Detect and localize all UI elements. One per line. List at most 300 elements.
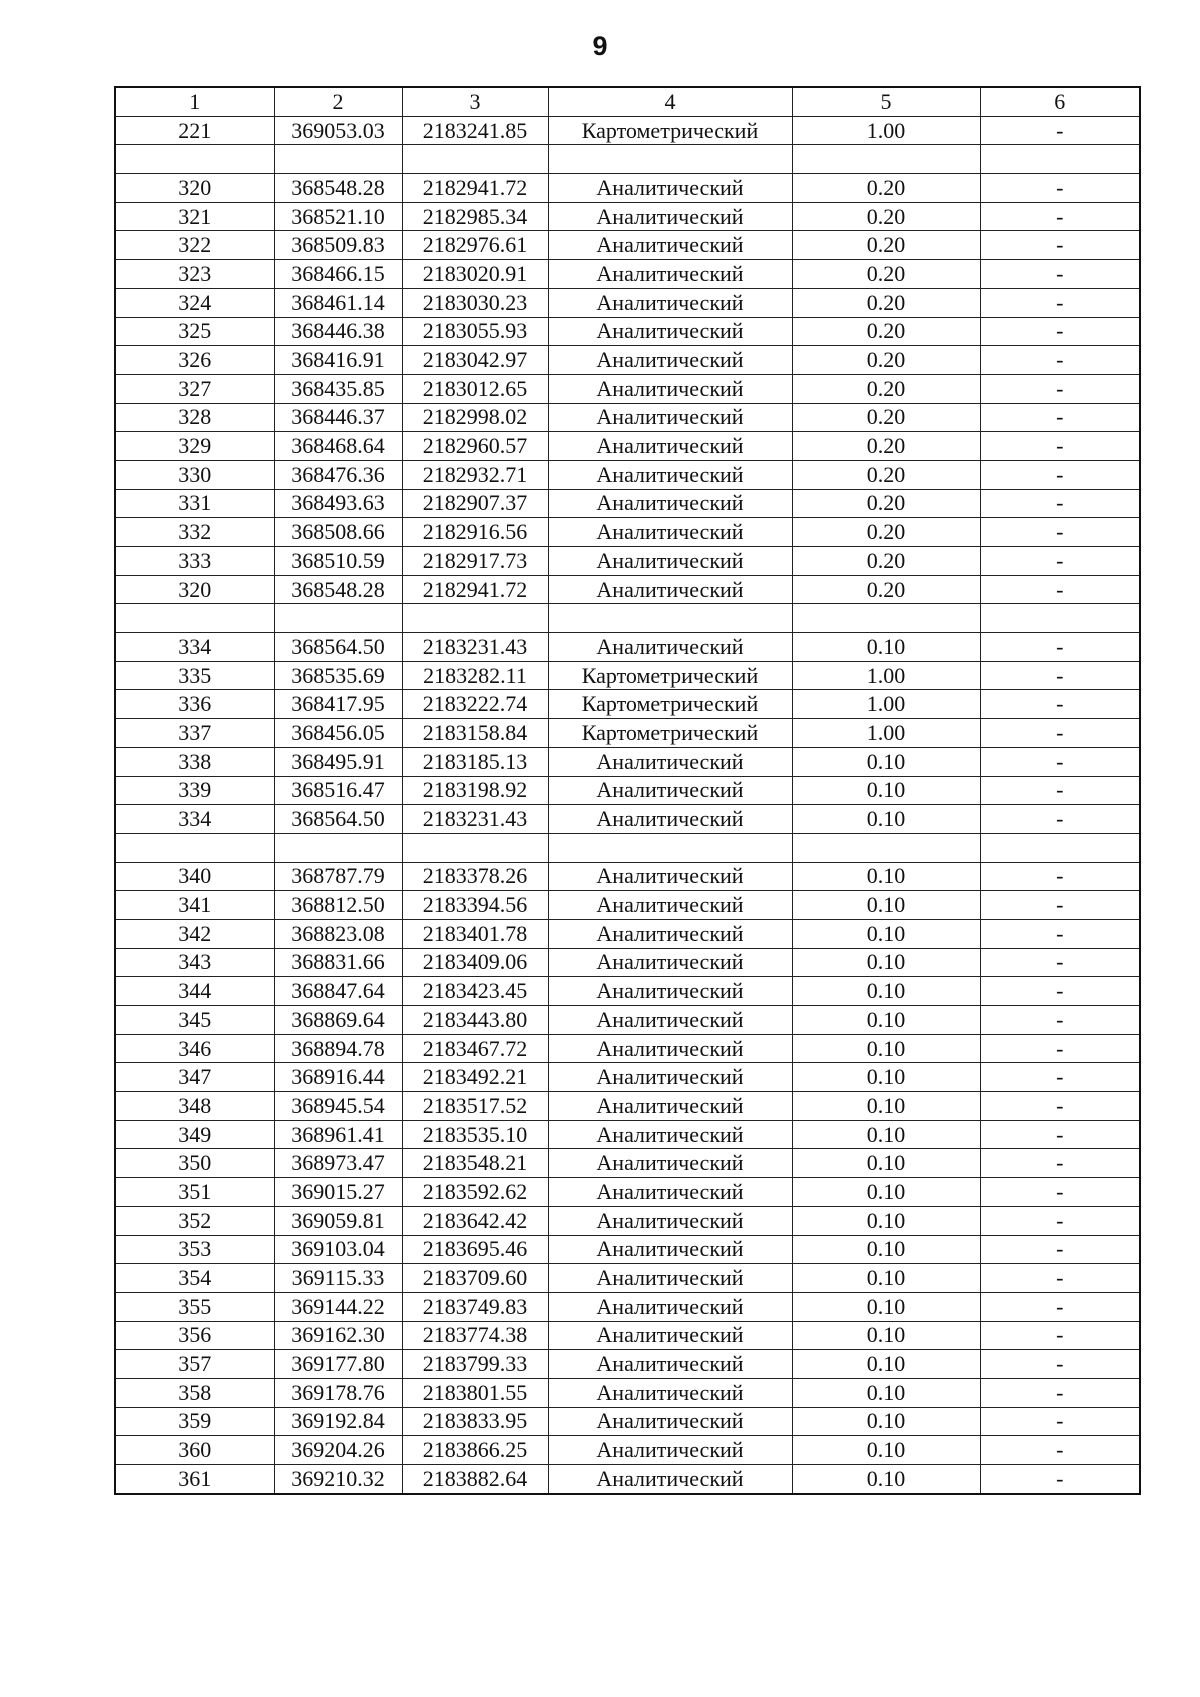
method-cell: Аналитический bbox=[548, 1407, 792, 1436]
table-row bbox=[115, 1006, 1140, 1035]
y-coordinate-cell: 2182998.02 bbox=[402, 403, 548, 432]
point-number-cell: 350 bbox=[115, 1149, 274, 1178]
accuracy-cell: 0.10 bbox=[792, 1092, 980, 1121]
note-cell: - bbox=[980, 116, 1140, 145]
x-coordinate-cell: 368466.15 bbox=[274, 260, 402, 289]
y-coordinate-cell: 2183882.64 bbox=[402, 1465, 548, 1494]
x-coordinate-cell: 369210.32 bbox=[274, 1465, 402, 1494]
accuracy-cell: 0.20 bbox=[792, 460, 980, 489]
note-cell: - bbox=[980, 1063, 1140, 1092]
method-cell: Аналитический bbox=[548, 1235, 792, 1264]
point-number-cell: 335 bbox=[115, 661, 274, 690]
x-coordinate-cell: 368446.37 bbox=[274, 403, 402, 432]
accuracy-cell: 0.20 bbox=[792, 346, 980, 375]
point-number-cell: 354 bbox=[115, 1264, 274, 1293]
point-number-cell: 328 bbox=[115, 403, 274, 432]
note-cell: - bbox=[980, 346, 1140, 375]
page-number: 9 bbox=[592, 31, 608, 61]
point-number-cell: 359 bbox=[115, 1407, 274, 1436]
x-coordinate-cell: 368548.28 bbox=[274, 575, 402, 604]
x-coordinate-cell: 368564.50 bbox=[274, 633, 402, 662]
y-coordinate-cell: 2182976.61 bbox=[402, 231, 548, 260]
x-coordinate-cell: 368869.64 bbox=[274, 1006, 402, 1035]
table-row bbox=[115, 489, 1140, 518]
note-cell: - bbox=[980, 1235, 1140, 1264]
point-number-cell: 356 bbox=[115, 1321, 274, 1350]
point-number-cell: 322 bbox=[115, 231, 274, 260]
point-number-cell: 357 bbox=[115, 1350, 274, 1379]
method-cell: Аналитический bbox=[548, 776, 792, 805]
y-coordinate-cell: 2183198.92 bbox=[402, 776, 548, 805]
accuracy-cell: 0.10 bbox=[792, 1006, 980, 1035]
accuracy-cell: 0.10 bbox=[792, 948, 980, 977]
accuracy-cell bbox=[792, 833, 980, 862]
x-coordinate-cell: 368812.50 bbox=[274, 891, 402, 920]
y-coordinate-cell: 2183241.85 bbox=[402, 116, 548, 145]
coordinates-table bbox=[114, 86, 1141, 1495]
point-number-cell bbox=[115, 833, 274, 862]
table-row bbox=[115, 919, 1140, 948]
method-cell: Аналитический bbox=[548, 1292, 792, 1321]
y-coordinate-cell: 2183642.42 bbox=[402, 1206, 548, 1235]
x-coordinate-cell: 368509.83 bbox=[274, 231, 402, 260]
note-cell: - bbox=[980, 432, 1140, 461]
y-coordinate-cell: 2183866.25 bbox=[402, 1436, 548, 1465]
header-cell-2: 2 bbox=[274, 87, 402, 116]
note-cell: - bbox=[980, 1178, 1140, 1207]
note-cell: - bbox=[980, 805, 1140, 834]
accuracy-cell: 1.00 bbox=[792, 719, 980, 748]
accuracy-cell: 0.20 bbox=[792, 202, 980, 231]
y-coordinate-cell: 2183774.38 bbox=[402, 1321, 548, 1350]
point-number-cell: 326 bbox=[115, 346, 274, 375]
note-cell: - bbox=[980, 1378, 1140, 1407]
note-cell bbox=[980, 833, 1140, 862]
y-coordinate-cell: 2182985.34 bbox=[402, 202, 548, 231]
note-cell bbox=[980, 145, 1140, 174]
accuracy-cell: 0.20 bbox=[792, 489, 980, 518]
accuracy-cell: 0.10 bbox=[792, 776, 980, 805]
header-cell-1: 1 bbox=[115, 87, 274, 116]
point-number-cell: 355 bbox=[115, 1292, 274, 1321]
point-number-cell: 324 bbox=[115, 288, 274, 317]
table-row bbox=[115, 288, 1140, 317]
x-coordinate-cell: 369177.80 bbox=[274, 1350, 402, 1379]
y-coordinate-cell: 2183158.84 bbox=[402, 719, 548, 748]
note-cell bbox=[980, 604, 1140, 633]
method-cell: Аналитический bbox=[548, 1092, 792, 1121]
accuracy-cell: 0.20 bbox=[792, 403, 980, 432]
point-number-cell: 332 bbox=[115, 518, 274, 547]
note-cell: - bbox=[980, 1149, 1140, 1178]
point-number-cell: 339 bbox=[115, 776, 274, 805]
y-coordinate-cell: 2183401.78 bbox=[402, 919, 548, 948]
table-row bbox=[115, 145, 1140, 174]
accuracy-cell: 0.10 bbox=[792, 1206, 980, 1235]
table-body bbox=[115, 116, 1140, 1494]
y-coordinate-cell: 2182917.73 bbox=[402, 547, 548, 576]
note-cell: - bbox=[980, 747, 1140, 776]
y-coordinate-cell: 2182941.72 bbox=[402, 174, 548, 203]
accuracy-cell: 0.10 bbox=[792, 747, 980, 776]
point-number-cell: 334 bbox=[115, 633, 274, 662]
note-cell: - bbox=[980, 1465, 1140, 1494]
method-cell: Аналитический bbox=[548, 1321, 792, 1350]
point-number-cell: 334 bbox=[115, 805, 274, 834]
header-cell-5: 5 bbox=[792, 87, 980, 116]
method-cell: Аналитический bbox=[548, 977, 792, 1006]
note-cell: - bbox=[980, 575, 1140, 604]
point-number-cell: 343 bbox=[115, 948, 274, 977]
y-coordinate-cell: 2182941.72 bbox=[402, 575, 548, 604]
x-coordinate-cell: 369015.27 bbox=[274, 1178, 402, 1207]
table-row bbox=[115, 833, 1140, 862]
note-cell: - bbox=[980, 661, 1140, 690]
point-number-cell: 360 bbox=[115, 1436, 274, 1465]
table-row bbox=[115, 174, 1140, 203]
accuracy-cell: 0.20 bbox=[792, 260, 980, 289]
x-coordinate-cell: 369059.81 bbox=[274, 1206, 402, 1235]
method-cell: Аналитический bbox=[548, 862, 792, 891]
point-number-cell: 340 bbox=[115, 862, 274, 891]
note-cell: - bbox=[980, 633, 1140, 662]
method-cell: Аналитический bbox=[548, 403, 792, 432]
y-coordinate-cell: 2183030.23 bbox=[402, 288, 548, 317]
method-cell: Аналитический bbox=[548, 432, 792, 461]
method-cell: Аналитический bbox=[548, 891, 792, 920]
accuracy-cell: 0.10 bbox=[792, 891, 980, 920]
method-cell: Картометрический bbox=[548, 661, 792, 690]
accuracy-cell: 0.20 bbox=[792, 575, 980, 604]
point-number-cell: 333 bbox=[115, 547, 274, 576]
point-number-cell: 320 bbox=[115, 174, 274, 203]
method-cell: Аналитический bbox=[548, 547, 792, 576]
accuracy-cell: 1.00 bbox=[792, 661, 980, 690]
point-number-cell: 353 bbox=[115, 1235, 274, 1264]
table-row bbox=[115, 1149, 1140, 1178]
note-cell: - bbox=[980, 1292, 1140, 1321]
y-coordinate-cell: 2183517.52 bbox=[402, 1092, 548, 1121]
x-coordinate-cell: 368945.54 bbox=[274, 1092, 402, 1121]
table-row bbox=[115, 1092, 1140, 1121]
table-row bbox=[115, 805, 1140, 834]
table-row bbox=[115, 948, 1140, 977]
accuracy-cell: 0.20 bbox=[792, 317, 980, 346]
x-coordinate-cell: 369204.26 bbox=[274, 1436, 402, 1465]
method-cell: Аналитический bbox=[548, 260, 792, 289]
table-row bbox=[115, 346, 1140, 375]
note-cell: - bbox=[980, 231, 1140, 260]
x-coordinate-cell: 368476.36 bbox=[274, 460, 402, 489]
method-cell: Аналитический bbox=[548, 633, 792, 662]
point-number-cell: 345 bbox=[115, 1006, 274, 1035]
y-coordinate-cell: 2183801.55 bbox=[402, 1378, 548, 1407]
method-cell: Аналитический bbox=[548, 1378, 792, 1407]
note-cell: - bbox=[980, 547, 1140, 576]
table-row bbox=[115, 747, 1140, 776]
table-row bbox=[115, 547, 1140, 576]
note-cell: - bbox=[980, 1321, 1140, 1350]
note-cell: - bbox=[980, 862, 1140, 891]
note-cell: - bbox=[980, 174, 1140, 203]
accuracy-cell: 0.10 bbox=[792, 805, 980, 834]
accuracy-cell: 0.10 bbox=[792, 1321, 980, 1350]
method-cell: Аналитический bbox=[548, 1006, 792, 1035]
y-coordinate-cell: 2183020.91 bbox=[402, 260, 548, 289]
note-cell: - bbox=[980, 1436, 1140, 1465]
table-row bbox=[115, 891, 1140, 920]
point-number-cell bbox=[115, 145, 274, 174]
accuracy-cell: 0.10 bbox=[792, 1264, 980, 1293]
accuracy-cell: 0.10 bbox=[792, 1063, 980, 1092]
header-row bbox=[115, 87, 1140, 116]
note-cell: - bbox=[980, 374, 1140, 403]
y-coordinate-cell: 2182907.37 bbox=[402, 489, 548, 518]
method-cell: Аналитический bbox=[548, 202, 792, 231]
note-cell: - bbox=[980, 1006, 1140, 1035]
y-coordinate-cell: 2183833.95 bbox=[402, 1407, 548, 1436]
point-number-cell: 338 bbox=[115, 747, 274, 776]
table-row bbox=[115, 231, 1140, 260]
table-row bbox=[115, 1206, 1140, 1235]
table-header bbox=[115, 87, 1140, 116]
x-coordinate-cell bbox=[274, 145, 402, 174]
x-coordinate-cell: 368417.95 bbox=[274, 690, 402, 719]
x-coordinate-cell: 368510.59 bbox=[274, 547, 402, 576]
x-coordinate-cell: 369192.84 bbox=[274, 1407, 402, 1436]
method-cell: Аналитический bbox=[548, 1178, 792, 1207]
x-coordinate-cell: 369178.76 bbox=[274, 1378, 402, 1407]
point-number-cell: 342 bbox=[115, 919, 274, 948]
y-coordinate-cell: 2183443.80 bbox=[402, 1006, 548, 1035]
accuracy-cell: 0.10 bbox=[792, 1378, 980, 1407]
y-coordinate-cell: 2183231.43 bbox=[402, 633, 548, 662]
header-cell-4: 4 bbox=[548, 87, 792, 116]
accuracy-cell: 0.10 bbox=[792, 1436, 980, 1465]
x-coordinate-cell: 368564.50 bbox=[274, 805, 402, 834]
y-coordinate-cell: 2183709.60 bbox=[402, 1264, 548, 1293]
table-row bbox=[115, 1465, 1140, 1494]
table-row bbox=[115, 1321, 1140, 1350]
x-coordinate-cell: 369115.33 bbox=[274, 1264, 402, 1293]
x-coordinate-cell: 368435.85 bbox=[274, 374, 402, 403]
point-number-cell: 327 bbox=[115, 374, 274, 403]
table-row bbox=[115, 518, 1140, 547]
method-cell: Аналитический bbox=[548, 1436, 792, 1465]
table-row bbox=[115, 460, 1140, 489]
y-coordinate-cell: 2183394.56 bbox=[402, 891, 548, 920]
header-cell-3: 3 bbox=[402, 87, 548, 116]
table-row bbox=[115, 202, 1140, 231]
table-row bbox=[115, 1235, 1140, 1264]
x-coordinate-cell: 368894.78 bbox=[274, 1034, 402, 1063]
note-cell: - bbox=[980, 776, 1140, 805]
note-cell: - bbox=[980, 1092, 1140, 1121]
table-row bbox=[115, 661, 1140, 690]
y-coordinate-cell: 2182916.56 bbox=[402, 518, 548, 547]
x-coordinate-cell: 368521.10 bbox=[274, 202, 402, 231]
method-cell: Аналитический bbox=[548, 1206, 792, 1235]
point-number-cell: 329 bbox=[115, 432, 274, 461]
accuracy-cell: 0.10 bbox=[792, 1034, 980, 1063]
y-coordinate-cell: 2183492.21 bbox=[402, 1063, 548, 1092]
x-coordinate-cell: 368961.41 bbox=[274, 1120, 402, 1149]
x-coordinate-cell: 368916.44 bbox=[274, 1063, 402, 1092]
note-cell: - bbox=[980, 1264, 1140, 1293]
accuracy-cell: 1.00 bbox=[792, 690, 980, 719]
accuracy-cell: 0.10 bbox=[792, 1235, 980, 1264]
y-coordinate-cell bbox=[402, 833, 548, 862]
y-coordinate-cell: 2183695.46 bbox=[402, 1235, 548, 1264]
y-coordinate-cell bbox=[402, 604, 548, 633]
x-coordinate-cell: 368493.63 bbox=[274, 489, 402, 518]
x-coordinate-cell: 368468.64 bbox=[274, 432, 402, 461]
table-row bbox=[115, 604, 1140, 633]
accuracy-cell bbox=[792, 604, 980, 633]
note-cell: - bbox=[980, 948, 1140, 977]
method-cell: Аналитический bbox=[548, 805, 792, 834]
accuracy-cell: 0.10 bbox=[792, 1350, 980, 1379]
note-cell: - bbox=[980, 518, 1140, 547]
x-coordinate-cell: 368831.66 bbox=[274, 948, 402, 977]
x-coordinate-cell bbox=[274, 833, 402, 862]
note-cell: - bbox=[980, 1034, 1140, 1063]
x-coordinate-cell: 368446.38 bbox=[274, 317, 402, 346]
table-row bbox=[115, 1120, 1140, 1149]
note-cell: - bbox=[980, 1120, 1140, 1149]
method-cell: Картометрический bbox=[548, 719, 792, 748]
table-row bbox=[115, 1378, 1140, 1407]
note-cell: - bbox=[980, 719, 1140, 748]
x-coordinate-cell bbox=[274, 604, 402, 633]
note-cell: - bbox=[980, 1350, 1140, 1379]
point-number-cell: 361 bbox=[115, 1465, 274, 1494]
accuracy-cell: 0.20 bbox=[792, 547, 980, 576]
point-number-cell: 336 bbox=[115, 690, 274, 719]
y-coordinate-cell bbox=[402, 145, 548, 174]
x-coordinate-cell: 368787.79 bbox=[274, 862, 402, 891]
y-coordinate-cell: 2182932.71 bbox=[402, 460, 548, 489]
accuracy-cell: 0.10 bbox=[792, 919, 980, 948]
y-coordinate-cell: 2183423.45 bbox=[402, 977, 548, 1006]
y-coordinate-cell: 2183185.13 bbox=[402, 747, 548, 776]
accuracy-cell: 0.20 bbox=[792, 231, 980, 260]
x-coordinate-cell: 369053.03 bbox=[274, 116, 402, 145]
note-cell: - bbox=[980, 317, 1140, 346]
table-row bbox=[115, 1178, 1140, 1207]
table-row bbox=[115, 690, 1140, 719]
y-coordinate-cell: 2183409.06 bbox=[402, 948, 548, 977]
note-cell: - bbox=[980, 288, 1140, 317]
table-row bbox=[115, 1063, 1140, 1092]
y-coordinate-cell: 2183055.93 bbox=[402, 317, 548, 346]
point-number-cell: 344 bbox=[115, 977, 274, 1006]
accuracy-cell: 0.10 bbox=[792, 862, 980, 891]
x-coordinate-cell: 368548.28 bbox=[274, 174, 402, 203]
point-number-cell: 323 bbox=[115, 260, 274, 289]
table-row bbox=[115, 260, 1140, 289]
method-cell: Аналитический bbox=[548, 518, 792, 547]
method-cell: Аналитический bbox=[548, 948, 792, 977]
y-coordinate-cell: 2183548.21 bbox=[402, 1149, 548, 1178]
table-row bbox=[115, 977, 1140, 1006]
y-coordinate-cell: 2183378.26 bbox=[402, 862, 548, 891]
table-row bbox=[115, 862, 1140, 891]
x-coordinate-cell: 368535.69 bbox=[274, 661, 402, 690]
point-number-cell: 349 bbox=[115, 1120, 274, 1149]
accuracy-cell bbox=[792, 145, 980, 174]
method-cell bbox=[548, 833, 792, 862]
accuracy-cell: 0.20 bbox=[792, 288, 980, 317]
accuracy-cell: 0.10 bbox=[792, 1407, 980, 1436]
header-cell-6: 6 bbox=[980, 87, 1140, 116]
note-cell: - bbox=[980, 202, 1140, 231]
point-number-cell: 352 bbox=[115, 1206, 274, 1235]
point-number-cell: 320 bbox=[115, 575, 274, 604]
table-row bbox=[115, 1034, 1140, 1063]
y-coordinate-cell: 2183535.10 bbox=[402, 1120, 548, 1149]
note-cell: - bbox=[980, 403, 1140, 432]
method-cell: Картометрический bbox=[548, 116, 792, 145]
x-coordinate-cell: 368416.91 bbox=[274, 346, 402, 375]
table-row bbox=[115, 575, 1140, 604]
note-cell: - bbox=[980, 891, 1140, 920]
method-cell: Аналитический bbox=[548, 1350, 792, 1379]
method-cell: Аналитический bbox=[548, 919, 792, 948]
point-number-cell: 330 bbox=[115, 460, 274, 489]
accuracy-cell: 0.20 bbox=[792, 374, 980, 403]
y-coordinate-cell: 2183012.65 bbox=[402, 374, 548, 403]
table-row bbox=[115, 374, 1140, 403]
accuracy-cell: 0.10 bbox=[792, 977, 980, 1006]
accuracy-cell: 0.10 bbox=[792, 1149, 980, 1178]
method-cell: Аналитический bbox=[548, 1149, 792, 1178]
table-row bbox=[115, 1350, 1140, 1379]
point-number-cell: 341 bbox=[115, 891, 274, 920]
point-number-cell: 331 bbox=[115, 489, 274, 518]
point-number-cell: 337 bbox=[115, 719, 274, 748]
method-cell: Картометрический bbox=[548, 690, 792, 719]
note-cell: - bbox=[980, 977, 1140, 1006]
y-coordinate-cell: 2183749.83 bbox=[402, 1292, 548, 1321]
y-coordinate-cell: 2183592.62 bbox=[402, 1178, 548, 1207]
method-cell: Аналитический bbox=[548, 1120, 792, 1149]
method-cell: Аналитический bbox=[548, 747, 792, 776]
accuracy-cell: 0.10 bbox=[792, 633, 980, 662]
method-cell: Аналитический bbox=[548, 489, 792, 518]
point-number-cell: 351 bbox=[115, 1178, 274, 1207]
method-cell: Аналитический bbox=[548, 174, 792, 203]
method-cell: Аналитический bbox=[548, 1034, 792, 1063]
accuracy-cell: 1.00 bbox=[792, 116, 980, 145]
point-number-cell: 221 bbox=[115, 116, 274, 145]
method-cell: Аналитический bbox=[548, 460, 792, 489]
method-cell: Аналитический bbox=[548, 346, 792, 375]
y-coordinate-cell: 2183231.43 bbox=[402, 805, 548, 834]
accuracy-cell: 0.10 bbox=[792, 1292, 980, 1321]
x-coordinate-cell: 368461.14 bbox=[274, 288, 402, 317]
note-cell: - bbox=[980, 690, 1140, 719]
x-coordinate-cell: 368516.47 bbox=[274, 776, 402, 805]
method-cell: Аналитический bbox=[548, 231, 792, 260]
x-coordinate-cell: 368973.47 bbox=[274, 1149, 402, 1178]
table-row bbox=[115, 1407, 1140, 1436]
method-cell: Аналитический bbox=[548, 575, 792, 604]
x-coordinate-cell: 368495.91 bbox=[274, 747, 402, 776]
point-number-cell: 321 bbox=[115, 202, 274, 231]
table-row bbox=[115, 633, 1140, 662]
method-cell bbox=[548, 604, 792, 633]
